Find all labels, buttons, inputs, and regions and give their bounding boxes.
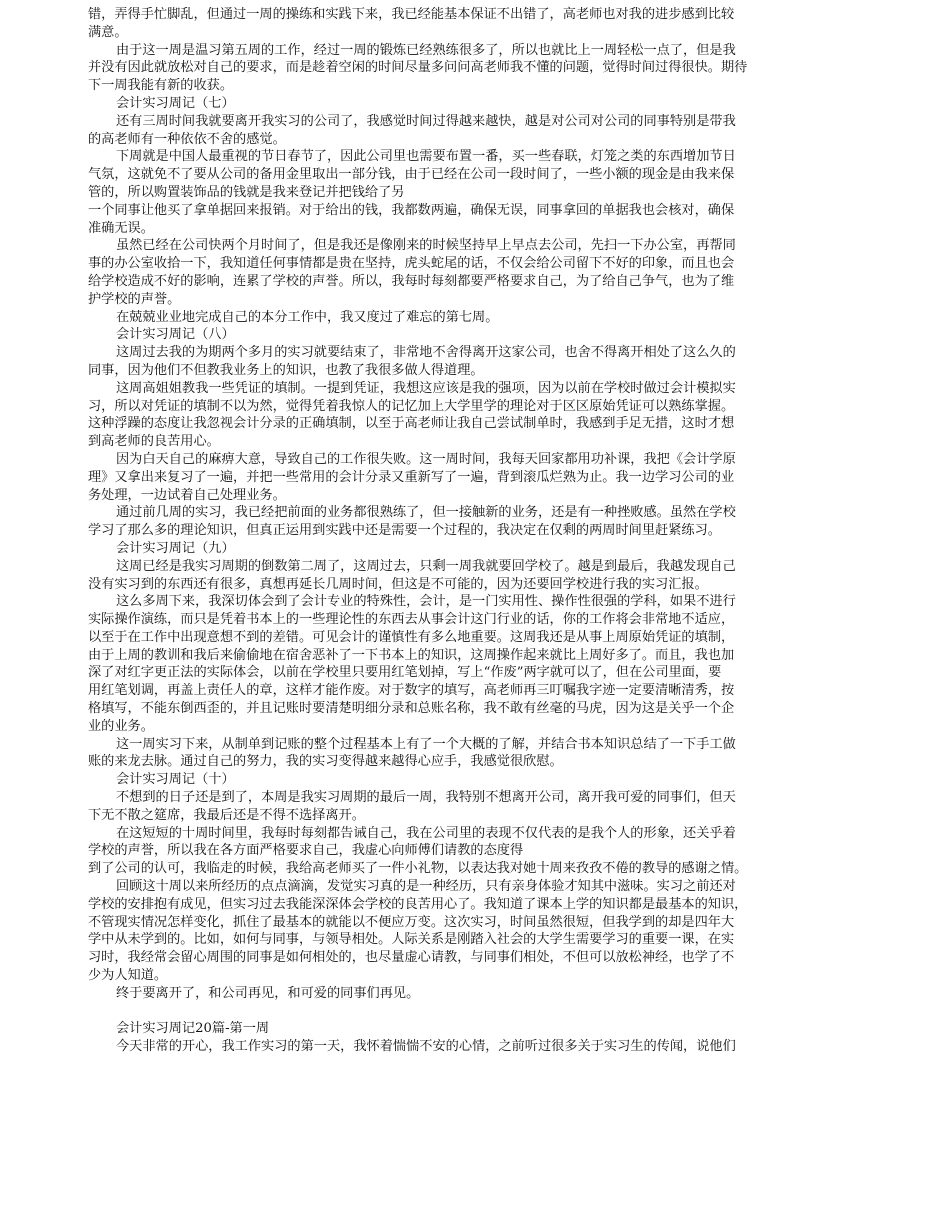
text-line: 以至于在工作中出现意想不到的差错。可见会计的谨慎性有多么地重要。这周我还是从事上周原始凭证的填制， [88, 629, 735, 645]
text-line: 格填写，不能东倒西歪的，并且记账时要清楚明细分录和总账名称，我不敢有丝毫的马虎，因为这是关乎一个企 [88, 701, 735, 717]
text-line: 会计实习周记（八） [116, 327, 235, 343]
text-line: 习时，我经常会留心周围的同事是如何相处的，也尽量虚心请教，与同事们相处，不但可以放松神经，也学了不 [88, 950, 735, 966]
text-line: 会计实习周记20篇-第一周 [116, 1021, 270, 1037]
text-line: 通过前几周的实习，我已经把前面的业务都很熟练了，但一接触新的业务，还是有一种挫败感。虽然在学校 [116, 505, 736, 521]
text-line: 习，所以对凭证的填制不以为然，觉得凭着我惊人的记忆加上大学里学的理论对于区区原始凭证可以熟练掌握。 [88, 398, 735, 414]
text-line: 这周已经是我实习周期的倒数第二周了，这周过去，只剩一周我就要回学校了。越是到最后，我越发现自己 [116, 558, 736, 574]
document-body [88, 6, 850, 1056]
text-line: 用红笔划调，再盖上责任人的章，这样才能作废。对于数字的填写，高老师再三叮嘱我字迹一定要清晰清秀，按 [88, 683, 735, 699]
text-line: 没有实习到的东西还有很多，真想再延长几周时间，但这是不可能的，因为还要回学校进行我的实习汇报。 [88, 576, 708, 592]
text-line: 今天非常的开心，我工作实习的第一天，我怀着惴惴不安的心情，之前听过很多关于实习生的传闻，说他们 [116, 1039, 736, 1055]
text-line: 不想到的日子还是到了，本周是我实习周期的最后一周，我特别不想离开公司，离开我可爱的同事们，但天 [116, 790, 736, 806]
text-line: 理》又拿出来复习了一遍，并把一些常用的会计分录又重新写了一遍，背到滚瓜烂熟为止。我一边学习公司的业 [88, 469, 735, 485]
text-line: 会计实习周记（十） [116, 772, 235, 788]
text-line: 由于上周的教训和我后来偷偷地在宿舍恶补了一下书本上的知识，这周操作起来就比上周好多了。而且，我也加 [88, 647, 735, 663]
text-line: 会计实习周记（九） [116, 540, 235, 556]
text-line: 学习了那么多的理论知识，但真正运用到实践中还是需要一个过程的，我决定在仅剩的两周时间里赶紧练习。 [88, 523, 721, 539]
text-line: 还有三周时间我就要离开我实习的公司了，我感觉时间过得越来越快，越是对公司对公司的同事特别是带我 [116, 113, 736, 129]
text-line: 一个同事让他买了拿单据回来报销。对于给出的钱，我都数两遍，确保无误，同事拿回的单据我也会核对，确保 [88, 202, 735, 218]
text-line: 学校的声誉，所以我在各方面严格要求自己，我虚心向师傅们请教的态度得 [88, 843, 524, 859]
text-line: 务处理，一边试着自己处理业务。 [88, 487, 286, 503]
text-line: 气氛，这就免不了要从公司的备用金里取出一部分钱，由于已经在公司一段时间了，一些小额的现金是由我来保 [88, 167, 735, 183]
text-line: 同事，因为他们不但教我业务上的知识，也教了我很多做人得道理。 [88, 362, 484, 378]
text-line: 这一周实习下来，从制单到记账的整个过程基本上有了一个大概的了解，并结合书本知识总结了一下手工做 [116, 736, 736, 752]
text-line: 终于要离开了，和公司再见，和可爱的同事们再见。 [116, 985, 420, 1001]
text-line: 学中从未学到的。比如，如何与同事，与领导相处。人际关系是刚踏入社会的大学生需要学习的重要一课，在实 [88, 932, 735, 948]
text-line: 少为人知道。 [88, 968, 168, 984]
text-line: 因为白天自己的麻痹大意，导致自己的工作很失败。这一周时间，我每天回家都用功补课，我把《会计学原 [116, 451, 736, 467]
text-line: 给学校造成不好的影响，连累了学校的声誉。所以，我每时每刻都要严格要求自己，为了给自己争气，也为了维 [88, 273, 735, 289]
text-line: 下一周我能有新的收获。 [88, 78, 234, 94]
text-line: 回顾这十周以来所经历的点点滴滴，发觉实习真的是一种经历，只有亲身体验才知其中滋味。实习之前还对 [116, 879, 736, 895]
text-line: 准确无误。 [88, 220, 154, 236]
text-line: 这么多周下来，我深切体会到了会计专业的特殊性，会计，是一门实用性、操作性很强的学科，如果不进行 [116, 594, 736, 610]
text-line: 深了对红字更正法的实际体会，以前在学校里只要用红笔划掉，写上“作废”两字就可以了，但在公司里面，要 [88, 665, 722, 681]
text-line: 账的来龙去脉。通过自己的努力，我的实习变得越来越得心应手，我感觉很欣慰。 [88, 754, 563, 770]
text-line: 实际操作演练，而只是凭着书本上的一些理论性的东西去从事会计这门行业的话，你的工作将会非常地不适应， [88, 612, 735, 628]
text-line: 由于这一周是温习第五周的工作，经过一周的锻炼已经熟练很多了，所以也就比上一周轻松一点了，但是我 [116, 42, 736, 58]
text-line: 这周高姐姐教我一些凭证的填制。一提到凭证，我想这应该是我的强项，因为以前在学校时做过会计模拟实 [116, 380, 736, 396]
text-line: 到高老师的良苦用心。 [88, 434, 220, 450]
text-line: 这种浮躁的态度让我忽视会计分录的正确填制，以至于高老师让我自己尝试制单时，我感到手足无措，这时才想 [88, 416, 735, 432]
text-line: 不管现实情况怎样变化，抓住了最基本的就能以不便应万变。这次实习，时间虽然很短，但我学到的却是四年大 [88, 914, 735, 930]
text-line: 护学校的声誉。 [88, 291, 181, 307]
text-line: 下周就是中国人最重视的节日春节了，因此公司里也需要布置一番，买一些春联，灯笼之类的东西增加节日 [116, 149, 736, 165]
text-line: 虽然已经在公司快两个月时间了，但是我还是像刚来的时候坚持早上早点去公司，先扫一下办公室，再帮同 [116, 238, 736, 254]
text-line: 管的，所以购置装饰品的钱就是我来登记并把钱给了另 [88, 184, 405, 200]
text-line: 的高老师有一种依依不舍的感觉。 [88, 131, 286, 147]
text-line: 业的业务。 [88, 718, 154, 734]
text-line: 在兢兢业业地完成自己的本分工作中，我又度过了难忘的第七周。 [116, 309, 499, 325]
text-line: 学校的安排抱有成见，但实习过去我能深深体会学校的良苦用心了。我知道了课本上学的知识都是最基本的知识， [88, 896, 748, 912]
text-line: 下无不散之筵席，我最后还是不得不选择离开。 [88, 807, 365, 823]
text-line: 在这短短的十周时间里，我每时每刻都告诫自己，我在公司里的表现不仅代表的是我个人的形象，还关乎着 [116, 825, 736, 841]
text-line: 并没有因此就放松对自己的要求，而是趁着空闲的时间尽量多问问高老师我不懂的问题，觉得时间过得很快。期待 [88, 60, 748, 76]
text-line: 错，弄得手忙脚乱，但通过一周的操练和实践下来，我已经能基本保证不出错了，高老师也对我的进步感到比较 [88, 7, 735, 22]
text-line: 满意。 [88, 24, 128, 40]
text-line: 事的办公室收拾一下，我知道任何事情都是贵在坚持，虎头蛇尾的话，不仅会给公司留下不好的印象，而且也会 [88, 256, 735, 272]
text-line: 到了公司的认可，我临走的时候，我给高老师买了一件小礼物，以表达我对她十周来孜孜不倦的教导的感谢之情。 [88, 861, 748, 877]
text-line [88, 1003, 850, 1021]
text-line: 这周过去我的为期两个多月的实习就要结束了，非常地不舍得离开这家公司，也舍不得离开相处了这么久的 [116, 345, 736, 361]
text-line: 会计实习周记（七） [116, 95, 235, 111]
